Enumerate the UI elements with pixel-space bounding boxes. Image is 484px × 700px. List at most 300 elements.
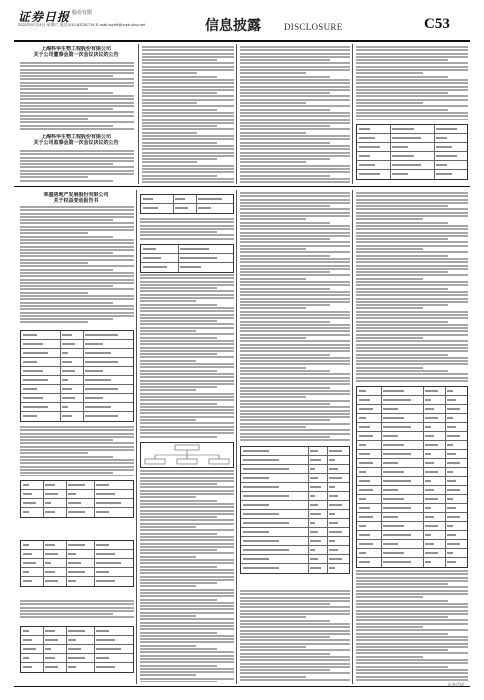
text-line [20, 105, 134, 107]
text-line [142, 69, 234, 71]
table-row [357, 504, 467, 513]
table-cell-text [383, 399, 410, 401]
text-line [240, 373, 350, 375]
table-row [21, 403, 133, 412]
text-line [20, 219, 113, 221]
text-line [140, 549, 217, 551]
text-column [240, 46, 350, 184]
text-line [140, 599, 217, 601]
table-row [357, 468, 467, 477]
text-line [140, 506, 234, 508]
text-line [240, 357, 350, 359]
text-line [240, 49, 350, 51]
text-line [140, 503, 234, 505]
text-line [356, 676, 468, 678]
table-cell-text [359, 516, 373, 518]
text-column [20, 600, 134, 620]
text-line [356, 337, 423, 339]
table-cell-text [447, 462, 460, 464]
text-line [140, 366, 234, 368]
table-cell-border [445, 450, 446, 458]
text-line [240, 620, 330, 622]
text-line [140, 380, 234, 382]
table-cell-border [423, 459, 424, 467]
text-line [140, 373, 234, 375]
table-cell-border [308, 528, 309, 536]
table-cell-text [96, 493, 116, 495]
text-line [20, 610, 134, 612]
table-cell-text [96, 553, 116, 555]
table-cell-text [45, 562, 51, 564]
table-cell-text [425, 525, 438, 527]
text-line [356, 62, 468, 64]
table-cell-text [96, 666, 116, 668]
table-cell-border [94, 663, 95, 672]
text-line [240, 251, 350, 253]
text-line [356, 623, 468, 625]
text-line [356, 626, 423, 628]
table-cell-border [173, 195, 174, 203]
table-cell-text [96, 571, 110, 573]
table-cell-border [66, 636, 67, 644]
text-line [140, 412, 234, 414]
table-cell-text [436, 164, 447, 166]
text-line [20, 305, 134, 307]
text-line [20, 436, 134, 438]
text-line [20, 462, 134, 464]
table-cell-text [359, 173, 380, 175]
table-cell-border [94, 481, 95, 489]
table-cell-text [23, 484, 29, 486]
table-row [141, 245, 233, 254]
table-cell-text [45, 657, 54, 659]
table-row [241, 555, 349, 564]
table-cell-text [243, 450, 269, 452]
text-line [240, 419, 330, 421]
text-line [356, 580, 468, 582]
text-line [356, 232, 468, 234]
text-line [356, 72, 423, 74]
table-cell-text [425, 435, 434, 437]
table-cell-text [96, 502, 121, 504]
table-cell-text [62, 343, 75, 345]
table-cell-border [434, 161, 435, 169]
table-cell-border [308, 501, 309, 509]
table-cell-border [43, 654, 44, 662]
table-cell-text [436, 146, 452, 148]
table-cell-text [310, 468, 315, 470]
table-cell-text [62, 415, 71, 417]
table-cell-border [423, 396, 424, 404]
section-note: 股份有限 [72, 10, 93, 16]
text-line [356, 321, 448, 323]
table-cell-border [83, 394, 84, 402]
table-cell-border [445, 441, 446, 449]
column-rule [236, 44, 237, 184]
text-line [140, 426, 234, 428]
table-cell-text [425, 534, 431, 536]
table-cell-text [383, 408, 398, 410]
masthead [0, 0, 484, 40]
text-line [140, 323, 234, 325]
table-cell-text [96, 580, 116, 582]
text-line [20, 308, 134, 310]
table-cell-text [425, 543, 434, 545]
text-line [140, 602, 234, 604]
table-cell-text [425, 462, 434, 464]
text-line [20, 285, 113, 287]
table-cell-text [447, 525, 453, 527]
table-cell-text [447, 552, 453, 554]
table-row [241, 519, 349, 528]
table-cell-border [60, 331, 61, 339]
text-line [20, 157, 134, 159]
text-line [20, 108, 113, 110]
text-line [356, 205, 448, 207]
table-cell-text [425, 507, 431, 509]
text-line [356, 235, 468, 237]
text-line [240, 281, 350, 283]
text-line [140, 389, 196, 391]
table-cell-text [392, 137, 421, 139]
table-cell-text [392, 173, 408, 175]
text-line [20, 272, 134, 274]
text-line [140, 300, 196, 302]
table-cell-text [68, 648, 81, 650]
text-line [140, 386, 217, 388]
text-line [140, 533, 217, 535]
table-cell-border [390, 161, 391, 169]
table-cell-text [198, 198, 222, 200]
text-line [240, 433, 350, 435]
table-cell-text [359, 444, 366, 446]
text-line [356, 109, 448, 111]
text-line [240, 426, 306, 428]
text-line [140, 416, 234, 418]
table-cell-text [329, 549, 338, 551]
text-line [240, 363, 350, 365]
text-line [240, 109, 330, 111]
text-line [140, 320, 217, 322]
table-cell-text [359, 155, 370, 157]
text-line [140, 370, 217, 372]
text-line [356, 294, 468, 296]
text-line [356, 215, 468, 217]
text-line [20, 452, 88, 454]
header-rule [14, 40, 470, 42]
table-cell-border [66, 508, 67, 517]
table-row [357, 152, 467, 161]
text-line [20, 472, 113, 474]
text-line [142, 161, 197, 163]
text-line [142, 79, 234, 81]
table-cell-border [423, 531, 424, 539]
table-cell-text [68, 562, 81, 564]
table-row [21, 412, 133, 421]
text-line [240, 593, 350, 595]
text-line [356, 570, 468, 572]
table-cell-text [23, 657, 29, 659]
text-line [356, 347, 468, 349]
text-line [140, 569, 234, 571]
text-line [140, 480, 234, 482]
table-cell-border [43, 490, 44, 498]
table-cell-text [425, 390, 438, 392]
table-row [21, 627, 133, 636]
table-cell-text [447, 399, 456, 401]
table-cell-border [423, 486, 424, 494]
text-line [240, 95, 350, 97]
text-line [356, 672, 468, 674]
text-line [140, 519, 234, 521]
text-line [20, 269, 113, 271]
text-line [20, 173, 134, 175]
table-cell-border [423, 432, 424, 440]
bottom-rule [14, 686, 470, 687]
text-line [140, 625, 234, 627]
table-cell-text [23, 571, 29, 573]
text-line [140, 330, 196, 332]
text-line [240, 245, 350, 247]
text-line [140, 566, 217, 568]
text-line [240, 590, 350, 592]
text-line [140, 589, 234, 591]
notice-title: 上海科华生物工程股份有限公司 [40, 46, 111, 52]
text-line [240, 232, 350, 234]
text-line [356, 577, 468, 579]
table-cell-text [425, 444, 438, 446]
text-line [356, 119, 468, 120]
table-row [21, 645, 133, 654]
text-column [20, 62, 134, 130]
text-line [140, 218, 234, 220]
text-line [240, 436, 330, 438]
text-line [20, 312, 134, 314]
table-cell-border [390, 143, 391, 151]
text-line [142, 49, 234, 51]
table-cell-border [381, 522, 382, 530]
table-row [21, 508, 133, 517]
table-cell-border [196, 204, 197, 213]
table-cell-text [383, 453, 410, 455]
text-line [356, 586, 468, 588]
table-cell-border [66, 568, 67, 576]
table-cell-text [392, 146, 408, 148]
text-line [356, 69, 468, 71]
text-line [20, 153, 134, 155]
text-line [142, 175, 217, 177]
text-line [140, 559, 234, 561]
text-line [240, 600, 350, 602]
table-cell-text [243, 540, 279, 542]
table-cell-text [436, 173, 452, 175]
text-line [356, 251, 468, 253]
table-cell-border [423, 414, 424, 422]
table-cell-border [445, 423, 446, 431]
table-cell-text [310, 486, 321, 488]
table-cell-border [308, 492, 309, 500]
text-line [140, 608, 234, 610]
text-line [20, 433, 134, 435]
text-line [356, 656, 423, 658]
text-line [356, 218, 423, 220]
table-cell-border [390, 170, 391, 179]
table-cell-text [359, 146, 380, 148]
table-cell-text [383, 435, 398, 437]
text-line [356, 669, 468, 671]
table-cell-text [359, 561, 370, 563]
text-line [240, 429, 350, 431]
text-line [356, 380, 468, 382]
table-cell-text [62, 370, 75, 372]
page-number: C53 [424, 16, 450, 32]
table-cell-text [359, 552, 366, 554]
table-row [21, 481, 133, 490]
table-row [357, 396, 467, 405]
text-line [140, 493, 234, 495]
text-line [140, 221, 234, 223]
text-line [240, 212, 350, 214]
table-cell-text [62, 352, 68, 354]
text-line [240, 377, 350, 379]
text-line [240, 115, 350, 117]
text-line [240, 314, 350, 316]
table-cell-border [178, 245, 179, 253]
text-line [356, 649, 448, 651]
text-line [240, 367, 306, 369]
table-row [241, 483, 349, 492]
text-line [20, 216, 134, 218]
text-line [142, 109, 217, 111]
table-cell-border [178, 254, 179, 262]
text-line [356, 377, 468, 379]
text-line [20, 475, 134, 476]
text-line [240, 633, 350, 635]
table-cell-border [381, 495, 382, 503]
table-row [357, 405, 467, 414]
text-line [140, 347, 234, 349]
table-cell-border [308, 456, 309, 464]
table-row [357, 450, 467, 459]
table-cell-text [329, 495, 338, 497]
table-cell-text [85, 379, 111, 381]
text-line [20, 69, 134, 71]
text-line [20, 62, 134, 64]
table-cell-text [243, 522, 289, 524]
text-line [140, 436, 217, 438]
table-cell-text [23, 334, 37, 336]
text-line [240, 128, 350, 130]
table-cell-border [308, 546, 309, 554]
text-line [140, 470, 234, 472]
table-row [357, 161, 467, 170]
table-cell-border [327, 483, 328, 491]
table-cell-border [327, 456, 328, 464]
table-cell-border [381, 540, 382, 548]
table-cell-text [359, 408, 373, 410]
text-line [356, 202, 468, 204]
text-line [240, 56, 350, 58]
table-cell-text [383, 507, 410, 509]
text-column [20, 150, 134, 182]
table-cell-text [62, 379, 68, 381]
table-cell-border [445, 414, 446, 422]
text-line [240, 301, 350, 303]
data-table [20, 480, 134, 518]
table-cell-text [62, 406, 68, 408]
text-line [240, 102, 306, 104]
table-row [21, 340, 133, 349]
text-line [140, 304, 217, 306]
text-line [20, 469, 134, 471]
table-cell-border [327, 546, 328, 554]
table-cell-border [423, 441, 424, 449]
table-cell-border [94, 577, 95, 586]
text-line [140, 297, 234, 299]
text-line [240, 383, 350, 385]
text-line [356, 373, 468, 375]
table-row [357, 513, 467, 522]
text-line [142, 72, 197, 74]
text-line [20, 439, 113, 441]
text-line [142, 165, 234, 167]
footer-note: 证券代码 [448, 682, 464, 687]
table-cell-text [447, 408, 460, 410]
text-line [240, 284, 350, 286]
text-line [20, 92, 113, 94]
table-cell-border [381, 468, 382, 476]
text-line [20, 262, 88, 264]
text-line [20, 295, 134, 297]
table-cell-border [445, 495, 446, 503]
text-line [356, 334, 468, 336]
table-cell-text [310, 549, 315, 551]
table-cell-text [45, 544, 54, 546]
text-line [20, 170, 134, 172]
text-line [356, 629, 468, 631]
text-line [240, 82, 350, 84]
table-cell-text [243, 504, 269, 506]
text-line [140, 651, 234, 653]
text-line [356, 616, 448, 618]
table-row [241, 564, 349, 573]
table-cell-border [94, 654, 95, 662]
text-line [240, 347, 350, 349]
text-line [140, 638, 234, 640]
table-cell-border [308, 537, 309, 545]
table-row [241, 474, 349, 483]
table-row [357, 558, 467, 567]
text-line [140, 529, 234, 531]
text-line [20, 75, 113, 77]
text-line [240, 235, 350, 237]
column-rule [138, 44, 139, 184]
table-cell-border [60, 385, 61, 393]
table-cell-text [175, 198, 185, 200]
table-cell-text [23, 630, 29, 632]
text-line [240, 248, 306, 250]
table-row [357, 486, 467, 495]
table-cell-text [68, 484, 85, 486]
text-line [240, 79, 350, 81]
table-cell-border [327, 465, 328, 473]
table-cell-text [68, 493, 77, 495]
text-line [240, 416, 350, 418]
table-cell-text [243, 549, 289, 551]
text-line [240, 132, 306, 134]
table-cell-border [43, 645, 44, 653]
text-line [240, 278, 306, 280]
